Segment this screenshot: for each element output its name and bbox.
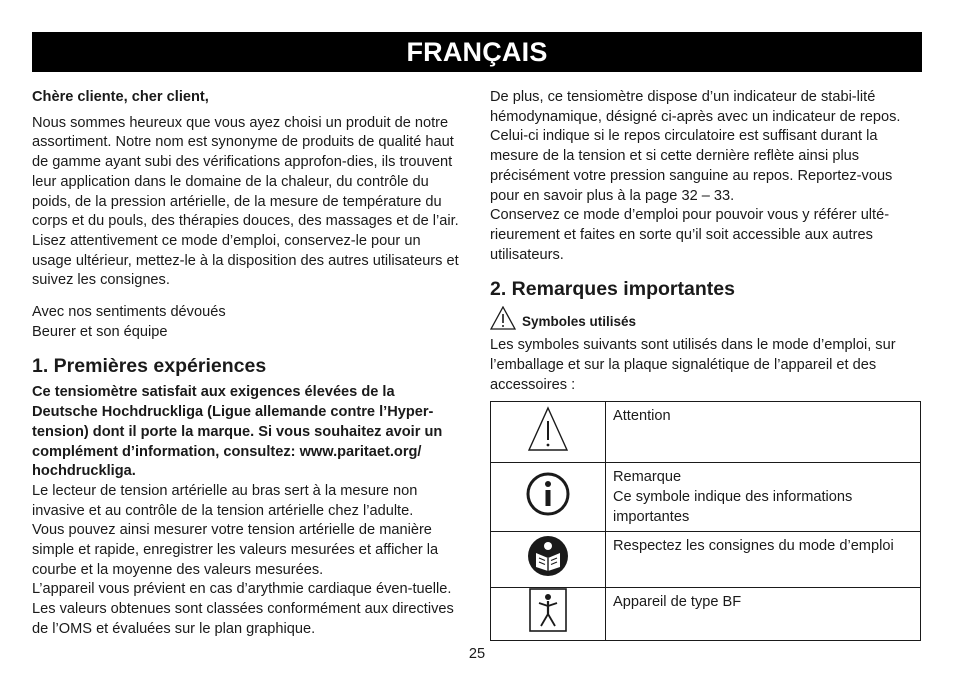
intro-paragraph: Nous sommes heureux que vous ayez choisi un produit de notre assortiment. Notre nom est synonyme de produits de qualité haut de gamme ayant subi des vérifications approfon-dies, ils trouvent leur application dans le domaine de la chaleur, du contrôle du poids, de la pression artérielle, de la mesure de température du corps et du pouls, des thérapies douces, des massages et de l’air. Lisez attentivement ce mode d’emploi, conservez-le pour un usage ultérieur, mettez-le à la disposition des autres utilisateurs et suivez les consignes. bbox=[32, 114, 459, 289]
section-1-heading: 1. Premières expériences bbox=[32, 355, 267, 378]
warning-triangle-icon bbox=[490, 306, 516, 330]
symbol-title: Attention bbox=[613, 408, 671, 425]
page-number: 25 bbox=[468, 646, 486, 662]
right-column bbox=[490, 88, 922, 641]
symbol-title: Remarque bbox=[613, 469, 682, 486]
table-row bbox=[491, 531, 921, 587]
symbol-icon-cell bbox=[491, 587, 606, 640]
symbol-title: Respectez les consignes du mode d’emploi bbox=[613, 537, 894, 554]
symbol-icon-cell bbox=[491, 531, 606, 587]
symbol-text-cell bbox=[606, 402, 921, 463]
left-column bbox=[32, 88, 464, 640]
section-2-heading: 2. Remarques importantes bbox=[490, 278, 735, 301]
section-1-paragraph-2: Vous pouvez ainsi mesurer votre tension artérielle de manière simple et rapide, enregistrer les valeurs mesurées et afficher la courbe et la moyenne des valeurs mesurées. bbox=[32, 522, 439, 578]
table-row bbox=[491, 402, 921, 463]
info-icon bbox=[525, 471, 571, 517]
page-title-banner bbox=[32, 32, 922, 72]
symbol-text-cell bbox=[606, 463, 921, 531]
section-1-bold-paragraph: Ce tensiomètre satisfait aux exigences élevées de la Deutsche Hochdruckliga (Ligue allemande contre l’Hyper-tension) dont il porte la marque. Si vous souhaitez avoir un complément d’information, consultez: www.paritaet.org/ hochdruckliga. bbox=[32, 384, 443, 480]
closing-line-1: Avec nos sentiments dévoués bbox=[32, 304, 226, 321]
symbol-icon-cell bbox=[491, 402, 606, 463]
section-1-paragraph-3: L’appareil vous prévient en cas d’arythmie cardiaque éven-tuelle. Les valeurs obtenues sont classées conformément aux directives de l’OMS et évaluées sur le plan graphique. bbox=[32, 581, 454, 637]
right-paragraph-1: De plus, ce tensiomètre dispose d’un indicateur de stabi-lité hémodynamique, désigné ci-après avec un indicateur de repos. Celui-ci indique si le repos circulatoire est suffisant durant la mesure de la tension et si cette dernière reflète ainsi plus précisément votre pression sanguine au repos. Reportez-vous pour en savoir plus à la page 32 – 33. bbox=[490, 89, 901, 204]
symbol-icon-cell bbox=[491, 463, 606, 531]
section-1-paragraph-1: Le lecteur de tension artérielle au bras sert à la mesure non invasive et au contrôle de la tension artérielle chez l’adulte. bbox=[32, 482, 418, 519]
closing-line-2: Beurer et son équipe bbox=[32, 323, 168, 340]
salutation: Chère cliente, cher client, bbox=[32, 89, 209, 105]
type-bf-icon bbox=[529, 588, 567, 632]
symbol-text-cell bbox=[606, 587, 921, 640]
read-manual-icon bbox=[527, 535, 569, 577]
page-title: FRANÇAIS bbox=[406, 37, 548, 67]
warning-triangle-icon bbox=[526, 405, 570, 453]
symbols-label: Symboles utilisés bbox=[522, 314, 637, 330]
symbols-intro: Les symboles suivants sont utilisés dans le mode d’emploi, sur l’emballage et sur la plaque signalétique de l’appareil et des accessoires : bbox=[490, 337, 896, 393]
symbol-text-cell bbox=[606, 531, 921, 587]
symbols-subheading bbox=[490, 306, 922, 330]
table-row bbox=[491, 463, 921, 531]
symbols-table bbox=[490, 401, 921, 640]
table-row bbox=[491, 587, 921, 640]
right-paragraph-2: Conservez ce mode d’emploi pour pouvoir vous y référer ulté-rieurement et faites en sorte qu’il soit accessible aux autres utilisateurs. bbox=[490, 207, 890, 263]
symbol-description: Ce symbole indique des informations importantes bbox=[613, 489, 853, 525]
symbol-title: Appareil de type BF bbox=[613, 593, 742, 610]
